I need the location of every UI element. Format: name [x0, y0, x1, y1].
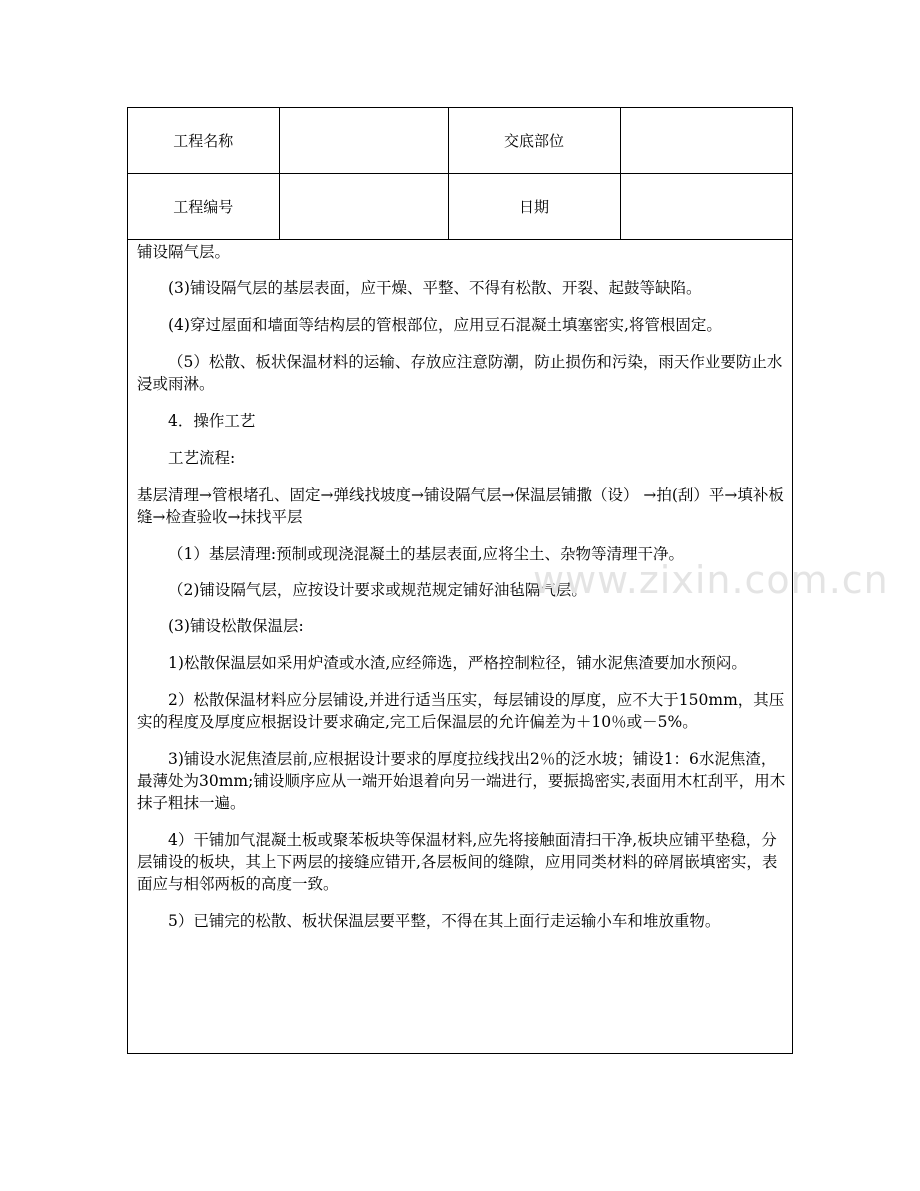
paragraph: 铺设隔气层。: [137, 243, 231, 261]
paragraph: 1)松散保温层如采用炉渣或水渣,应经筛选，严格控制粒径，铺水泥焦渣要加水预闷。: [168, 654, 747, 672]
header-row-1: [128, 108, 792, 174]
body-text: [137, 241, 787, 932]
paragraph: 2）松散保温材料应分层铺设,并进行适当压实，每层铺设的厚度，应不大于150mm，其压实的程度及厚度应根据设计要求确定,完工后保温层的允许偏差为＋10％或－5%。: [137, 691, 785, 731]
paragraph: （2)铺设隔气层，应按设计要求或规范规定铺好油毡隔气层。: [168, 581, 587, 599]
paragraph: (4)穿过屋面和墙面等结构层的管根部位，应用豆石混凝土填塞密实,将管根固定。: [168, 316, 722, 334]
header-row-2: [128, 174, 792, 240]
project-name-label: 工程名称: [128, 108, 279, 174]
location-label: 交底部位: [448, 108, 620, 174]
process-flow: 基层清理→管根堵孔、固定→弹线找坡度→铺设隔气层→保温层铺撒（设） →拍(刮）平→填补板缝→检查验收→抹找平层: [137, 486, 784, 526]
paragraph: 工艺流程:: [168, 449, 236, 467]
project-no-field[interactable]: [279, 174, 448, 240]
header-table: [128, 108, 792, 240]
paragraph: 3)铺设水泥焦渣层前,应根据设计要求的厚度拉线找出2％的泛水坡；铺设1：6水泥焦渣，最薄处为30mm;铺设顺序应从一端开始退着向另一端进行，要振捣密实,表面用木杠刮平，用木抹子粗抹一遍。: [137, 750, 786, 812]
paragraph: (3)铺设隔气层的基层表面，应干燥、平整、不得有松散、开裂、起鼓等缺陷。: [168, 279, 702, 297]
disclosure-form: [127, 107, 793, 1054]
project-name-field[interactable]: [279, 108, 448, 174]
location-field[interactable]: [620, 108, 792, 174]
paragraph: （5）松散、板状保温材料的运输、存放应注意防潮，防止损伤和污染，雨天作业要防止水浸或雨淋。: [137, 353, 783, 393]
paragraph: （1）基层清理:预制或现浇混凝土的基层表面,应将尘土、杂物等清理干净。: [168, 545, 685, 563]
paragraph: 4）干铺加气混凝土板或聚苯板块等保温材料,应先将接触面清扫干净,板块应铺平垫稳，分层铺设的板块，其上下两层的接缝应错开,各层板间的缝隙，应用同类材料的碎屑嵌填密实，表面应与相邻两板的高度一致。: [137, 831, 778, 893]
watermark: www.zixin.com.cn: [533, 558, 889, 602]
paragraph: (3)铺设松散保温层:: [168, 617, 304, 635]
section-heading: 4．操作工艺: [168, 412, 256, 430]
date-label: 日期: [448, 174, 620, 240]
paragraph: 5）已铺完的松散、板状保温层要平整，不得在其上面行走运输小车和堆放重物。: [168, 912, 721, 930]
date-field[interactable]: [620, 174, 792, 240]
project-no-label: 工程编号: [128, 174, 279, 240]
